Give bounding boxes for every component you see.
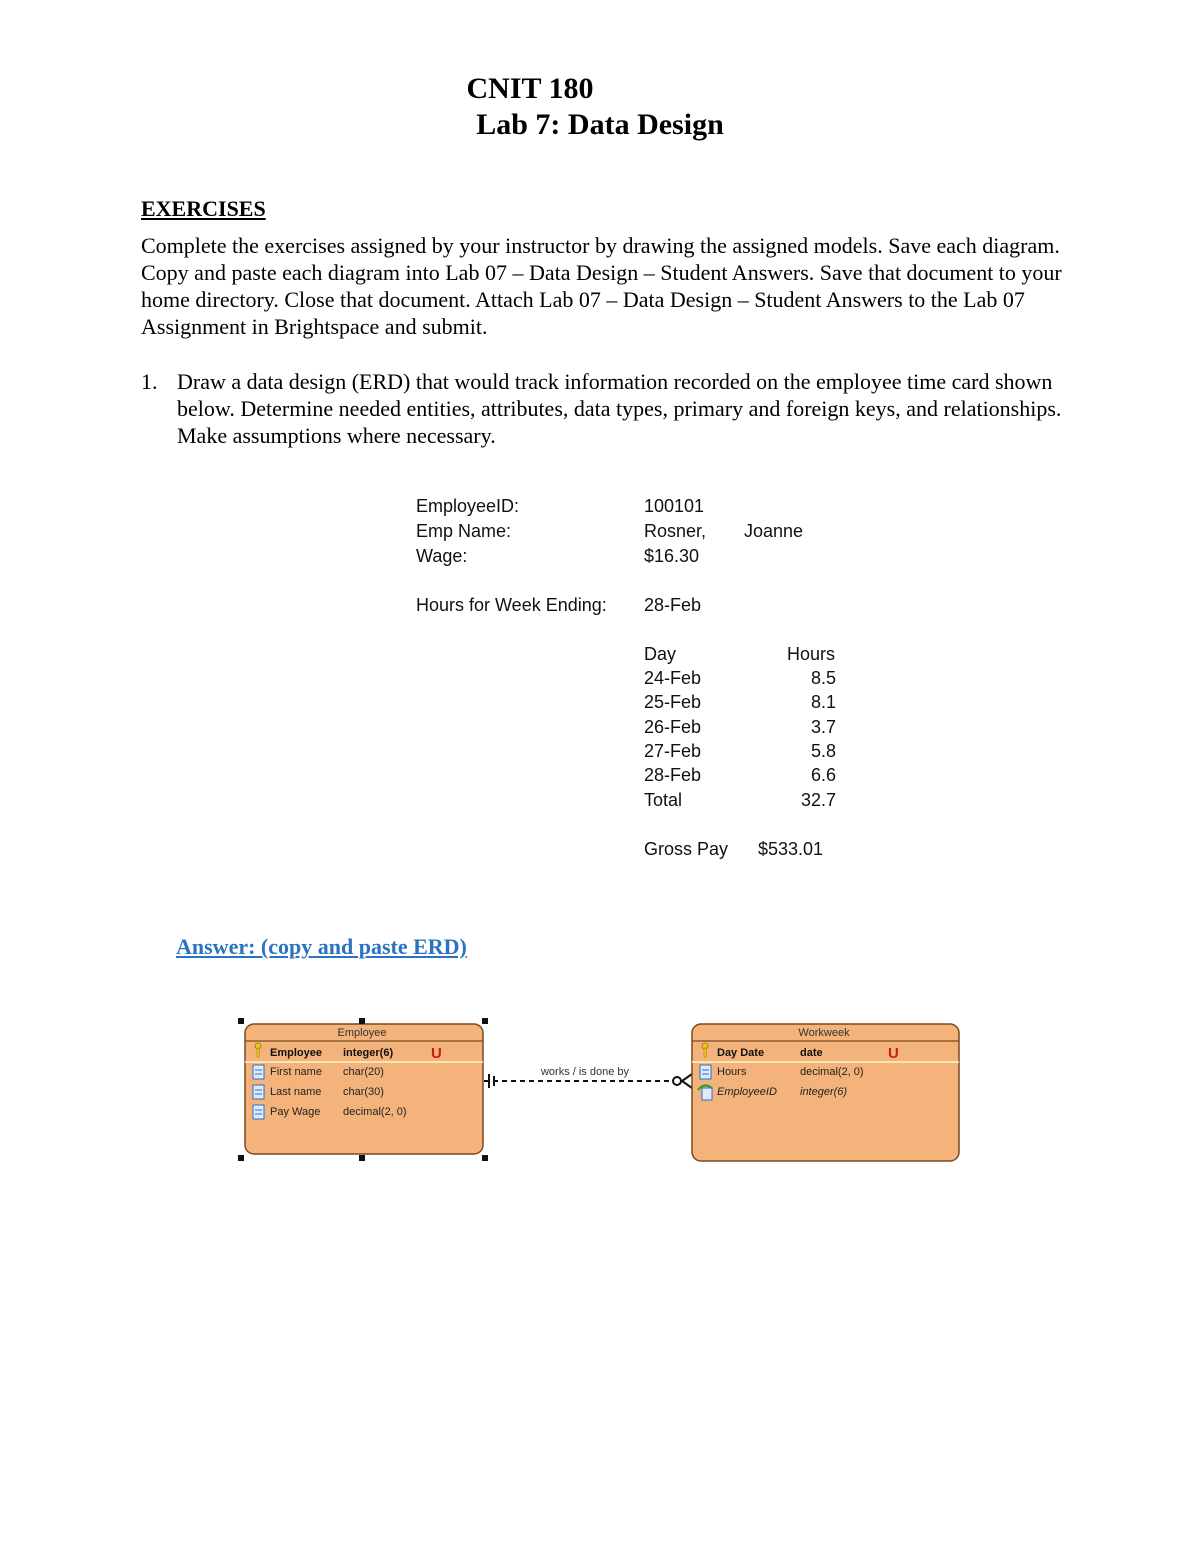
- zero-marker: [673, 1077, 681, 1085]
- unique-marker: U: [888, 1045, 899, 1062]
- question-text: Draw a data design (ERD) that would track information recorded on the employee time card shown below. Determine needed entities, attributes, data types, primary and foreign keys, and relationships. Make assumptions where necessary.: [177, 369, 1062, 448]
- employee-id-value: 100101: [644, 496, 705, 516]
- intro-text: Complete the exercises assigned by your instructor by drawing the assigned models. Save each diagram. Copy and paste each diagram into Lab 07 – Data Design – Student Answers. Save that document to your home directory. Close that document. Attach Lab 07 – Data Design – Student Answers to the Lab 07 Assignment in Brightspace and submit.: [141, 233, 1062, 339]
- column-icon: [253, 1085, 264, 1099]
- employee-id-label: EmployeeID:: [416, 496, 520, 516]
- course-title: CNIT 180: [466, 72, 594, 105]
- day-cell: 26-Feb: [644, 717, 702, 737]
- emp-name-label: Emp Name:: [416, 521, 512, 541]
- employee-col-type: integer(6): [343, 1047, 394, 1059]
- exercises-heading: EXERCISES: [141, 196, 266, 221]
- gross-pay-value: $533.01: [758, 839, 824, 859]
- workweek-entity[interactable]: [692, 1024, 959, 1161]
- hours-cell: 3.7: [810, 717, 836, 737]
- employee-col-name: Pay Wage: [270, 1106, 321, 1118]
- relationship-connector[interactable]: [484, 1066, 692, 1088]
- week-ending-value: 28-Feb: [644, 595, 702, 615]
- employee-col-name: Last name: [270, 1086, 322, 1098]
- employee-col-name: Employee: [270, 1047, 322, 1059]
- unique-marker: U: [431, 1045, 442, 1062]
- column-icon: [700, 1065, 711, 1079]
- employee-entity-title: Employee: [337, 1027, 387, 1039]
- question-number: 1.: [141, 369, 158, 394]
- workweek-col-type: integer(6): [800, 1086, 848, 1098]
- day-cell: 27-Feb: [644, 741, 702, 761]
- total-value: 32.7: [800, 790, 836, 810]
- workweek-entity-title: Workweek: [798, 1027, 850, 1039]
- employee-entity[interactable]: [238, 1018, 488, 1161]
- day-cell: 28-Feb: [644, 765, 702, 785]
- hours-cell: 8.1: [810, 692, 836, 712]
- workweek-col-name: EmployeeID: [717, 1086, 777, 1098]
- hours-cell: 6.6: [810, 765, 836, 785]
- wage-label: Wage:: [416, 546, 468, 566]
- day-cell: 24-Feb: [644, 668, 702, 688]
- day-cell: 25-Feb: [644, 692, 702, 712]
- hours-cell: 8.5: [810, 668, 836, 688]
- employee-col-type: char(20): [343, 1066, 384, 1078]
- workweek-col-name: Hours: [717, 1066, 747, 1078]
- gross-pay-label: Gross Pay: [644, 839, 729, 859]
- day-header: Day: [644, 644, 677, 664]
- crows-foot-marker: [682, 1081, 692, 1088]
- relationship-label: works / is done by: [540, 1066, 630, 1078]
- workweek-col-type: date: [800, 1047, 823, 1059]
- last-name-value: Rosner,: [644, 521, 707, 541]
- crows-foot-marker: [682, 1074, 692, 1081]
- employee-col-type: decimal(2, 0): [343, 1106, 407, 1118]
- workweek-col-type: decimal(2, 0): [800, 1066, 864, 1078]
- column-icon: [253, 1105, 264, 1119]
- answer-label: Answer: (copy and paste ERD): [176, 934, 467, 959]
- total-label: Total: [644, 790, 683, 810]
- week-ending-label: Hours for Week Ending:: [416, 595, 607, 615]
- employee-col-name: First name: [270, 1066, 322, 1078]
- hours-header: Hours: [786, 644, 835, 664]
- lab-title: Lab 7: Data Design: [476, 108, 724, 141]
- employee-col-type: char(30): [343, 1086, 384, 1098]
- workweek-col-name: Day Date: [717, 1047, 765, 1059]
- wage-value: $16.30: [644, 546, 700, 566]
- first-name-value: Joanne: [744, 521, 804, 541]
- column-icon: [253, 1065, 264, 1079]
- hours-cell: 5.8: [810, 741, 836, 761]
